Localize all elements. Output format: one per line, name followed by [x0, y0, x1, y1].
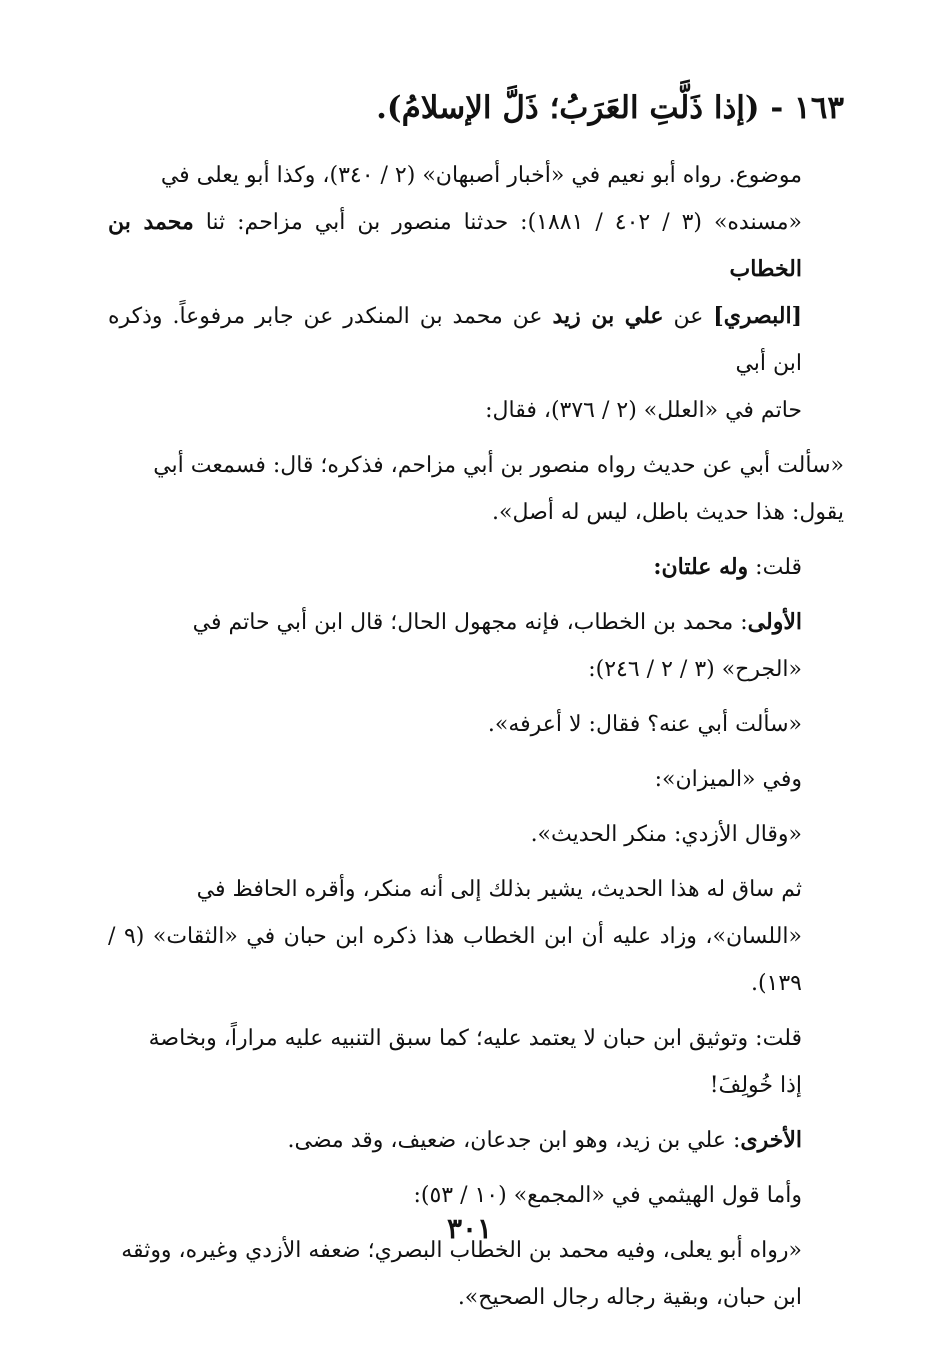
takhrij-line-2: «مسنده» (٣ / ٤٠٢ / ١٨٨١): حدثنا منصور بن أبي مزاحم: ثنا: [193, 210, 802, 236]
quotation-azdi: «وقال الأزدي: منكر الحديث».: [530, 822, 802, 848]
two-defects-heading: وله علتان:: [653, 554, 749, 581]
second-defect-label: الأخرى: [740, 1127, 802, 1154]
page-number: ٣٠١: [446, 1212, 493, 1245]
paragraph-lisan: [108, 866, 844, 1007]
majma-line-1: «رواه أبو يعلى، وفيه محمد بن الخطاب البصري؛ ضعفه الأزدي وغيره، ووثقه: [121, 1238, 802, 1264]
takhrij-line-4: حاتم في «العلل» (٢ / ٣٧٦)، فقال:: [485, 398, 802, 424]
ibn-hibban-line-1: قلت: وتوثيق ابن حبان لا يعتمد عليه؛ كما سبق التنبيه عليه مراراً، وبخاصة: [148, 1026, 802, 1052]
lisan-line-1: ثم ساق له هذا الحديث، يشير بذلك إلى أنه منكر، وأقره الحافظ في: [196, 877, 802, 903]
first-defect-line-1: : محمد بن الخطاب، فإنه مجهول الحال؛ قال ابن أبي حاتم في: [192, 610, 748, 636]
paragraph-two-defects: [108, 544, 844, 591]
majma-line-2: ابن حبان، وبقية رجاله رجال الصحيح».: [457, 1285, 802, 1311]
second-defect-text: : علي بن زيد، وهو ابن جدعان، ضعيف، وقد مضى.: [287, 1128, 741, 1154]
ibn-hibban-line-2: إذا خُولِفَ!: [709, 1073, 802, 1099]
quotation-ilal-line-2: يقول: هذا حديث باطل، ليس له أصل».: [492, 500, 844, 526]
takhrij-line-1: موضوع. رواه أبو نعيم في «أخبار أصبهان» (٢ / ٣٤٠)، وكذا أبو يعلى في: [160, 163, 802, 189]
hadith-heading: ١٦٣ - (إذا ذَلَّتِ العَرَبُ؛ ذَلَّ الإسلامُ).: [376, 90, 844, 126]
paragraph-second-defect: [108, 1117, 844, 1164]
narrator-nisba: [البصري]: [713, 303, 802, 330]
first-defect-line-2: «الجرح» (٣ / ٢ / ٢٤٦):: [588, 657, 802, 683]
narrator-name-2: علي بن زيد: [552, 303, 664, 330]
lisan-line-2: «اللسان»، وزاد عليه أن ابن الخطاب هذا ذكره ابن حبان في «الثقات» (٩ / ١٣٩).: [108, 924, 802, 997]
takhrij-connector: عن: [663, 304, 714, 330]
quotation-ilal: [108, 442, 844, 536]
paragraph-first-defect: [108, 599, 844, 693]
paragraph-takhrij: [108, 152, 844, 434]
quotation-jarh: «سألت أبي عنه؟ فقال: لا أعرفه».: [487, 712, 802, 738]
narrator-name: محمد بن الخطاب: [108, 209, 802, 283]
two-defects-prefix: قلت:: [748, 555, 802, 581]
takhrij-line-3: عن محمد بن المنكدر عن جابر مرفوعاً. وذكره ابن أبي: [108, 304, 802, 377]
paragraph-haythami: وأما قول الهيثمي في «المجمع» (١٠ / ٥٣):: [413, 1183, 802, 1209]
quotation-ilal-line-1: «سألت أبي عن حديث رواه منصور بن أبي مزاحم، فذكره؛ قال: فسمعت أبي: [153, 453, 844, 479]
first-defect-label: الأولى: [747, 609, 802, 636]
paragraph-ibn-hibban: [108, 1015, 844, 1109]
paragraph-mizan: وفي «الميزان»:: [654, 767, 802, 793]
